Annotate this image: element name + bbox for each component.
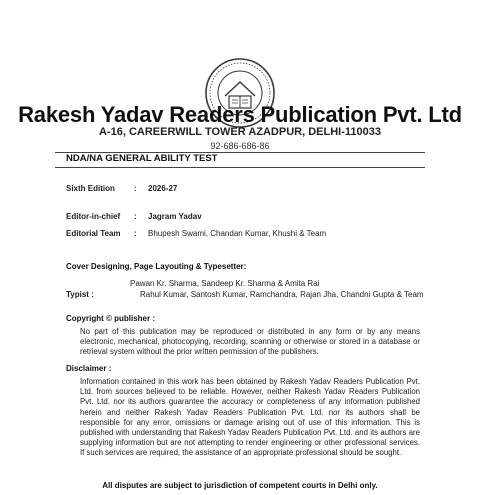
editor-in-chief-value: Jagram Yadav: [148, 212, 202, 221]
publisher-address: A-16, CAREERWILL TOWER AZADPUR, DELHI-110033: [99, 126, 381, 138]
editorial-team-separator: :: [134, 229, 137, 238]
editor-in-chief-separator: :: [134, 212, 137, 221]
book-title: NDA/NA GENERAL ABILITY TEST: [66, 153, 218, 164]
cover-design-label: Cover Designing, Page Layouting & Typesetter:: [66, 262, 247, 271]
edition-label: Sixth Edition: [66, 184, 115, 193]
publisher-name: Rakesh Yadav Readers Publication Pvt. Ltd: [18, 102, 462, 127]
copyright-text: No part of this publication may be reproduced or distributed in any form or by any means electronic, mechanical, photocopying, recording, scanning or otherwise or stored in a database or retrieval system without the prior written permission of the publishers.: [80, 327, 420, 357]
typist-label: Typist :: [66, 290, 94, 299]
disclaimer-label: Disclaimer :: [66, 364, 112, 373]
copyright-label: Copyright © publisher :: [66, 314, 156, 323]
jurisdiction-footer: All disputes are subject to jurisdiction of competent courts in Delhi only.: [102, 481, 378, 490]
editorial-team-label: Editorial Team: [66, 229, 121, 238]
cover-design-value: Pawan Kr. Sharma, Sandeep Kr. Sharma & Amita Rai: [130, 279, 320, 288]
editor-in-chief-label: Editor-in-chief: [66, 212, 121, 221]
disclaimer-text: Information contained in this work has been obtained by Rakesh Yadav Readers Publication Pvt. Ltd. from sources believed to be reliable. However, neither Rakesh Yadav Readers Publication Pvt. Ltd. nor its authors guarantee the accuracy or completeness of any information published herein and neither Rakesh Yadav Readers Publication Pvt. Ltd. nor its authors shall be responsible for any error, omissions or damage arising out of use of this information. This is published with understanding that Rakesh Yadav Readers Publication Pvt. Ltd. and its authors are supplying information but are not attempting to render engineering or other professional services. If such services are required, the assistance of an appropriate professional should be sought.: [80, 377, 420, 458]
editorial-team-value: Bhupesh Swami, Chandan Kumar, Khushi & Team: [148, 229, 327, 238]
typist-value: Rahul Kumar, Santosh Kumar, Ramchandra, Rajan Jha, Chandni Gupta & Team: [140, 290, 424, 299]
edition-separator: :: [134, 184, 137, 193]
edition-value: 2026-27: [148, 184, 178, 193]
title-divider: [55, 167, 425, 168]
publisher-phone: 92-686-686-86: [210, 141, 270, 151]
